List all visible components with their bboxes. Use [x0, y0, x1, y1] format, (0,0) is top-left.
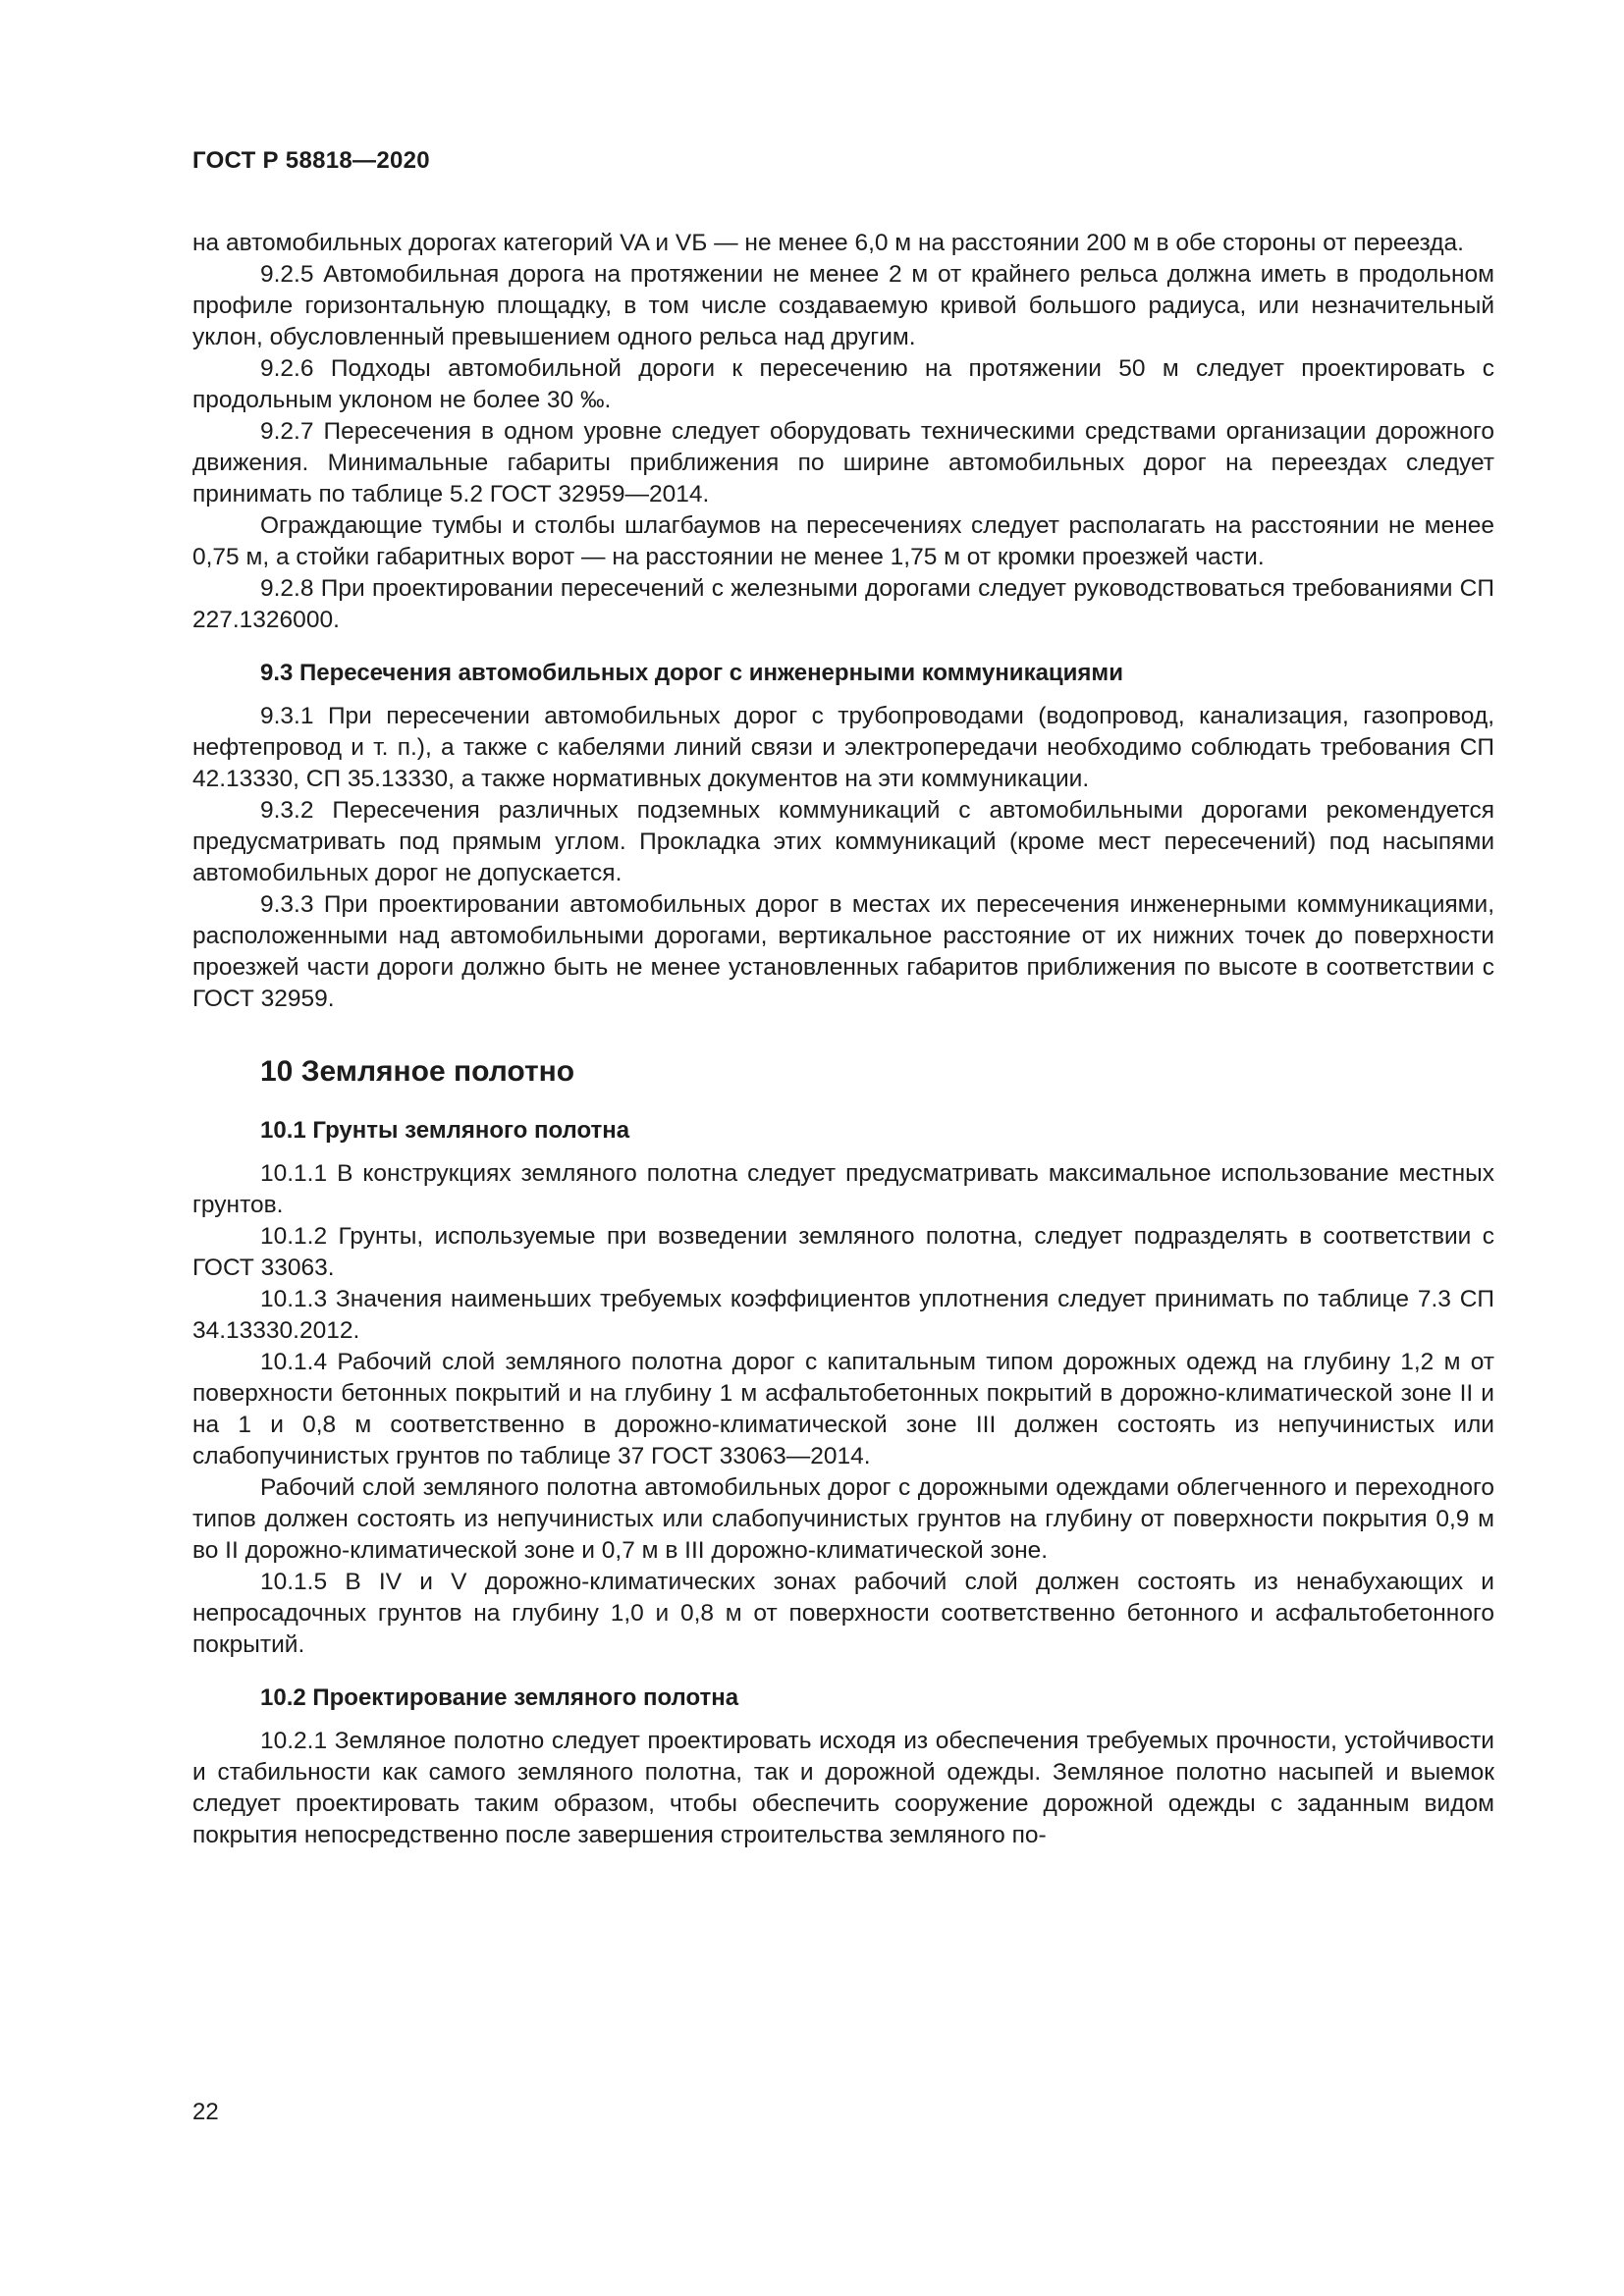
paragraph-10-1-4: 10.1.4 Рабочий слой земляного полотна дорог с капитальным типом дорожных одежд на глубину 1,2 м от поверхности бетонных покрытий и на глубину 1 м асфальтобетонных покрытий в дорожно-климатической зоне II и на 1 и 0,8 м соответственно в дорожно-климатической зоне III должен состоять из непучинистых или слабопучинистых грунтов по таблице 37 ГОСТ 33063—2014.: [192, 1349, 1494, 1469]
paragraph-10-1-4-working-layer: Рабочий слой земляного полотна автомобильных дорог с дорожными одеждами облегченного и переходного типов должен состоять из непучинистых или слабопучинистых грунтов на глубину от поверхности покрытия 0,9 м во II дорожно-климатической зоне и 0,7 м в III дорожно-климатической зоне.: [192, 1474, 1494, 1564]
paragraph-continuation: на автомобильных дорогах категорий VA и VБ — не менее 6,0 м на расстоянии 200 м в обе стороны от переезда.: [192, 230, 1464, 256]
paragraph-9-2-5: 9.2.5 Автомобильная дорога на протяжении не менее 2 м от крайнего рельса должна иметь в продольном профиле горизонтальную площадку, в том числе создаваемую кривой большого радиуса, или незначительный уклон, обусловленный превышением одного рельса над другим.: [192, 261, 1494, 350]
paragraph-9-2-6: 9.2.6 Подходы автомобильной дороги к пересечению на протяжении 50 м следует проектировать с продольным уклоном не более 30 ‰.: [192, 355, 1494, 413]
paragraph-10-1-1: 10.1.1 В конструкциях земляного полотна следует предусматривать максимальное использование местных грунтов.: [192, 1160, 1494, 1218]
document-header: ГОСТ Р 58818—2020: [192, 147, 430, 174]
chapter-heading-10: 10 Земляное полотно: [260, 1055, 575, 1088]
section-heading-9-3: 9.3 Пересечения автомобильных дорог с инженерными коммуникациями: [260, 660, 1123, 686]
paragraph-10-2-1: 10.2.1 Земляное полотно следует проектировать исходя из обеспечения требуемых прочности, устойчивости и стабильности как самого земляного полотна, так и дорожной одежды. Земляное полотно насыпей и выемок следует проектировать таким образом, чтобы обеспечить сооружение дорожной одежды с заданным видом покрытия непосредственно после завершения строительства земляного по-: [192, 1728, 1494, 1848]
paragraph-9-3-3: 9.3.3 При проектировании автомобильных дорог в местах их пересечения инженерными коммуникациями, расположенными над автомобильными дорогами, вертикальное расстояние от их нижних точек до поверхности проезжей части дороги должно быть не менее установленных габаритов приближения по высоте в соответствии с ГОСТ 32959.: [192, 891, 1494, 1012]
paragraph-9-3-2: 9.3.2 Пересечения различных подземных коммуникаций с автомобильными дорогами рекомендуется предусматривать под прямым углом. Прокладка этих коммуникаций (кроме мест пересечений) под насыпями автомобильных дорог не допускается.: [192, 797, 1494, 886]
paragraph-10-1-5: 10.1.5 В IV и V дорожно-климатических зонах рабочий слой должен состоять из ненабухающих и непросадочных грунтов на глубину 1,0 и 0,8 м от поверхности соответственно бетонного и асфальтобетонного покрытий.: [192, 1569, 1494, 1658]
paragraph-10-1-3: 10.1.3 Значения наименьших требуемых коэффициентов уплотнения следует принимать по таблице 7.3 СП 34.13330.2012.: [192, 1286, 1494, 1344]
paragraph-9-2-7-barriers: Ограждающие тумбы и столбы шлагбаумов на пересечениях следует располагать на расстоянии не менее 0,75 м, а стойки габаритных ворот — на расстоянии не менее 1,75 м от кромки проезжей части.: [192, 512, 1494, 570]
paragraph-9-2-7: 9.2.7 Пересечения в одном уровне следует оборудовать техническими средствами организации дорожного движения. Минимальные габариты приближения по ширине автомобильных дорог на переездах следует принимать по таблице 5.2 ГОСТ 32959—2014.: [192, 418, 1494, 507]
page-number: 22: [192, 2099, 219, 2125]
paragraph-9-2-8: 9.2.8 При проектировании пересечений с железными дорогами следует руководствоваться требованиями СП 227.1326000.: [192, 575, 1494, 633]
document-body: [192, 228, 1494, 1851]
section-heading-10-2: 10.2 Проектирование земляного полотна: [260, 1684, 739, 1711]
section-heading-10-1: 10.1 Грунты земляного полотна: [260, 1117, 630, 1144]
paragraph-10-1-2: 10.1.2 Грунты, используемые при возведении земляного полотна, следует подразделять в соответствии с ГОСТ 33063.: [192, 1223, 1494, 1281]
paragraph-9-3-1: 9.3.1 При пересечении автомобильных дорог с трубопроводами (водопровод, канализация, газопровод, нефтепровод и т. п.), а также с кабелями линий связи и электропередачи необходимо соблюдать требования СП 42.13330, СП 35.13330, а также нормативных документов на эти коммуникации.: [192, 703, 1494, 792]
